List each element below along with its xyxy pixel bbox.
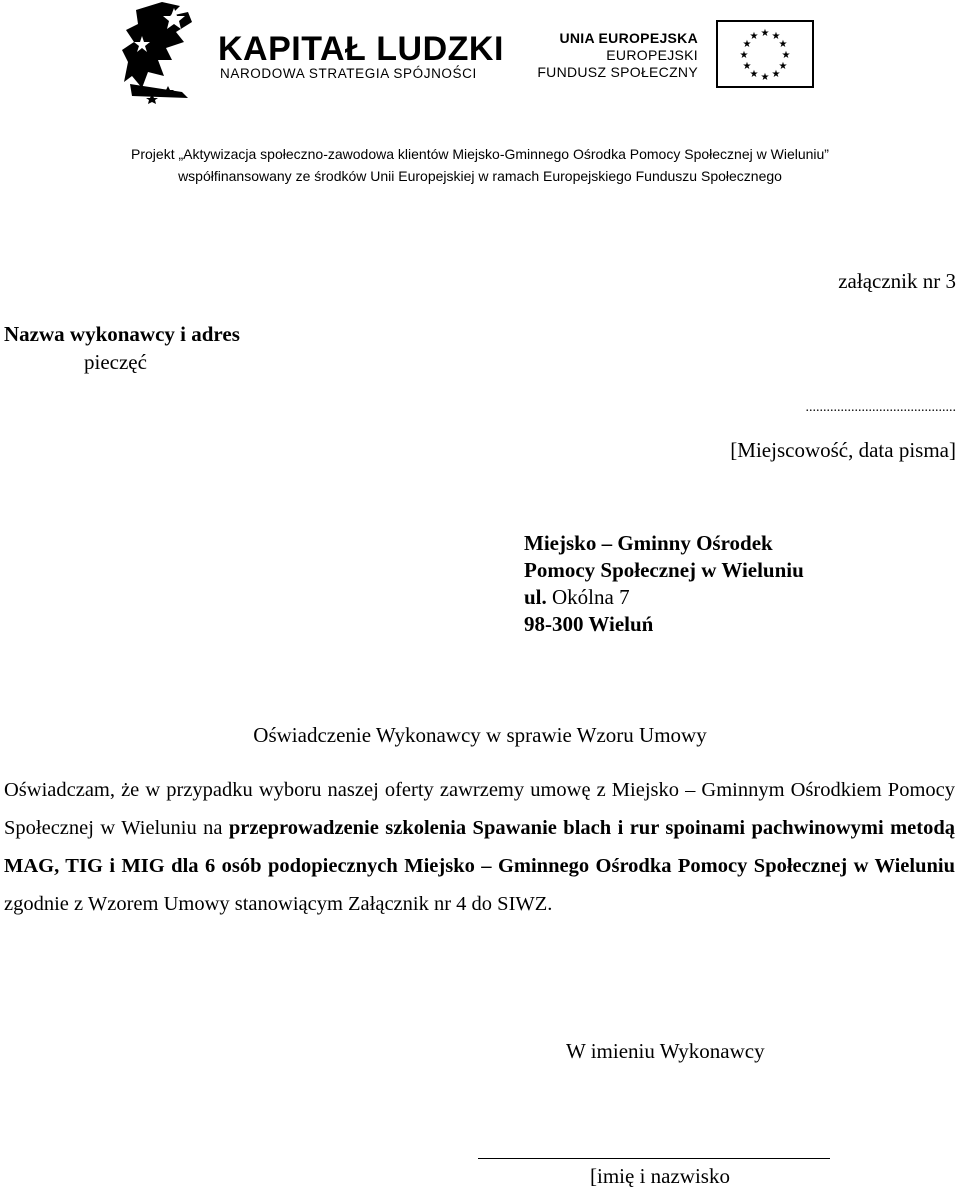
document-title: Oświadczenie Wykonawcy w sprawie Wzoru Umowy	[253, 723, 707, 747]
stamp-label: pieczęć	[84, 350, 147, 374]
svg-text:★: ★	[749, 69, 759, 80]
date-label: [Miejscowość, data pisma]	[730, 438, 956, 462]
recipient-line4: 98-300 Wieluń	[524, 612, 654, 636]
project-funding-line: współfinansowany ze środków Unii Europejskiej w ramach Europejskiego Funduszu Społecznego	[178, 168, 782, 184]
svg-text:★: ★	[760, 28, 770, 39]
eu-flag-icon	[716, 20, 814, 88]
contractor-name-label: Nazwa wykonawcy i adres	[4, 322, 240, 346]
project-title-line: Projekt „Aktywizacja społeczno-zawodowa klientów Miejsko-Gminnego Ośrodka Pomocy Społecznej w Wieluniu”	[131, 146, 829, 162]
svg-text:★: ★	[742, 61, 752, 72]
kapital-ludzki-title: KAPITAŁ LUDZKI	[218, 30, 504, 68]
svg-text:★: ★	[742, 39, 752, 50]
recipient-street: Okólna 7	[546, 585, 630, 609]
svg-text:★: ★	[749, 31, 759, 42]
declaration-text-end: zgodnie z Wzorem Umowy stanowiącym Załącznik nr 4 do SIWZ.	[4, 893, 553, 915]
svg-text:★: ★	[739, 50, 749, 61]
svg-text:★: ★	[781, 50, 791, 61]
declaration-paragraph	[4, 771, 955, 923]
signature-line	[478, 1158, 830, 1159]
signature-caption: W imieniu Wykonawcy	[566, 1039, 765, 1063]
recipient-line1: Miejsko – Gminny Ośrodek	[524, 531, 773, 555]
signature-name-label: [imię i nazwisko	[590, 1164, 730, 1188]
eu-logo-line1: UNIA EUROPEJSKA	[559, 30, 698, 46]
svg-text:★: ★	[778, 39, 788, 50]
declaration-training-name: przeprowadzenie szkolenia Spawanie blach i rur spoinami pachwinowymi metodą MAG, TIG i MIG dla 6 osób podopiecznych Miejsko – Gminnego Ośrodka Pomocy Społecznej w Wieluniu	[4, 817, 955, 877]
svg-text:★: ★	[771, 31, 781, 42]
svg-text:★: ★	[760, 72, 770, 83]
recipient-line3	[524, 584, 630, 610]
recipient-line2: Pomocy Społecznej w Wieluniu	[524, 558, 804, 582]
attachment-number: załącznik nr 3	[838, 269, 956, 293]
declaration-text-start: Oświadczam, że w przypadku wyboru naszej oferty zawrzemy umowę z Miejsko – Gminnym Ośrodkiem Pomocy Społecznej w Wieluniu na	[4, 779, 955, 839]
eu-logo-line2: EUROPEJSKI	[606, 47, 698, 63]
eu-logo-line3: FUNDUSZ SPOŁECZNY	[537, 64, 698, 80]
svg-text:★: ★	[778, 61, 788, 72]
date-placeholder-dots: ...........................................	[805, 400, 956, 415]
recipient-street-prefix: ul.	[524, 585, 547, 609]
kapital-ludzki-subtitle: NARODOWA STRATEGIA SPÓJNOŚCI	[220, 66, 477, 81]
kapital-ludzki-logo-icon	[122, 2, 194, 106]
svg-text:★: ★	[771, 69, 781, 80]
